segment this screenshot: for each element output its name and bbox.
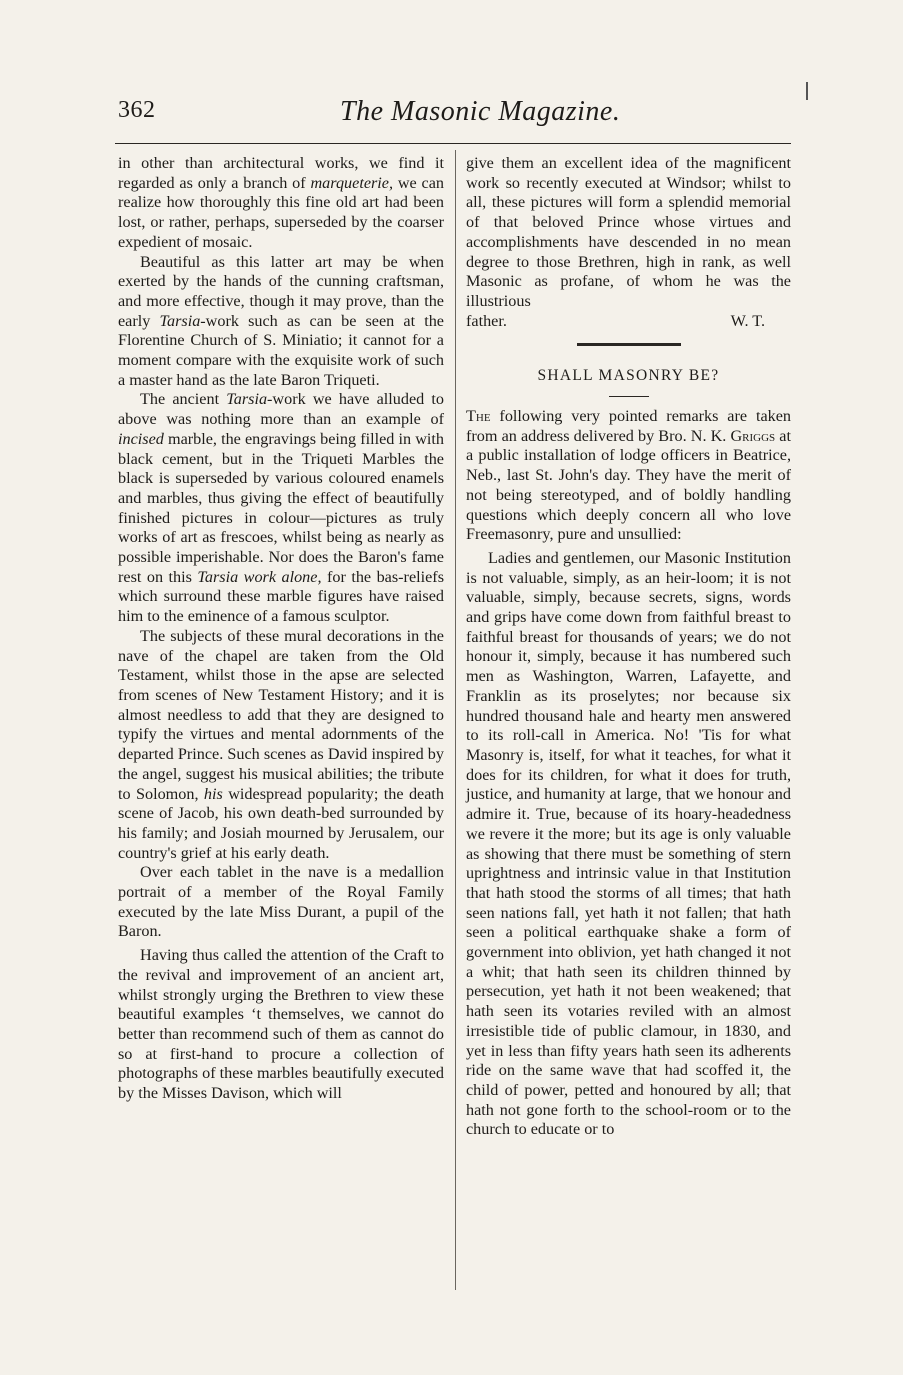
text-run: The ancient	[140, 390, 227, 409]
text-run: Beautiful as this latter art may be when exerted by the hands of the cunning craftsman, and more effective, though it may prove, than the early	[118, 252, 444, 330]
page-number: 362	[118, 97, 156, 123]
paragraph	[466, 407, 791, 545]
text-run: -work such as can be seen at the Florentine Church of S. Miniatio; it cannot for a moment compare with the exquisite work of such a master hand as the late Baron Triqueti.	[118, 311, 444, 389]
section-separator-rule	[577, 343, 681, 346]
text-run: -work we have alluded to above was nothing more than an example of	[118, 390, 445, 429]
title-underline-rule	[609, 396, 649, 397]
page-edge-mark	[806, 82, 808, 100]
text-run: in other than architectural works, we find it regarded as only a branch of	[118, 154, 444, 192]
text-run: widespread popularity; the death scene of Jacob, his own death-bed surrounded by his family; and Josiah mourned by Jerusalem, our country's grief at his early death.	[118, 784, 445, 862]
italic-text: marqueterie,	[310, 173, 394, 192]
paragraph	[118, 253, 444, 391]
text-run: marble, the engravings being filled in with black cement, but in the Triqueti Marbles the black is superseded by various coloured enamels and marbles, thus giving the effect of beautifully finished pictures in colour—pictures as truly works of art as frescoes, whilst being as nearly as possible imperishable. Nor does the Baron's fame rest on this	[118, 429, 444, 586]
text-run: following very pointed remarks are taken from an address delivered by Bro. N. K.	[466, 407, 791, 445]
right-column	[466, 154, 791, 1140]
left-column	[118, 154, 444, 1104]
paragraph: Ladies and gentlemen, our Masonic Institution is not valuable, simply, as an heir-loom; it is not valuable, simply, because secrets, signs, words and grips have come down from faithful breast to faithful breast for thousands of years; we do not honour it, simply, because it has numbered such men as Washington, Warren, Lafayette, and Franklin as its proselytes; nor because six hundred thousand hale and hearty men answered to its roll-call in America. No! 'Tis for what Masonry is, itself, for what it teaches, for what it does for its children, for what it does for truth, justice, and humanity at large, that we honour and admire it. True, because of its hoary-headedness we revere it the more; but its age is only valuable as showing that there must be something of stern uprightness and intrinsic value in that Institution that hath stood the storms of all times; that hath seen nations fall, yet hath it not fallen; that hath seen a political earthquake shake a form of government into oblivion, yet hath changed it not a whit; that hath seen its children thinned by persecution, yet hath it not been weakened; that hath seen its votaries reviled with an almost irresistible tide of public clamour, in 1830, and yet in less than fifty years hath seen its adherents ride on the same wave that had scoffed it, the child of power, petted and honoured by all; that hath not gone forth to the school-room or to the church to educate or to	[466, 548, 791, 1139]
running-head: The Masonic Magazine.	[340, 96, 621, 127]
paragraph: give them an excellent idea of the magnificent work so recently executed at Windsor; whilst to all, these pictures will form a splendid memorial of that beloved Prince whose virtues and accomplishments have descended in no mean degree to those Brethren, high in rank, as well Masonic as profane, of whom he was the illustrious	[466, 154, 791, 310]
lead-word: The	[466, 407, 491, 426]
text-run: The subjects of these mural decorations in the nave of the chapel are taken from the Old Testament, whilst those in the apse are selected from scenes of New Testament History; and it is almost needless to add that they are designed to typify the virtues and mental adornments of the departed Prince. Such scenes as David inspired by the angel, suggest his musical abilities; the tribute to Solomon,	[118, 626, 444, 803]
paragraph	[118, 390, 444, 626]
text-run: we can realize how thoroughly this fine old art had been lost, or rather, perhaps, superseded by the coarser expedient of mosaic.	[118, 173, 445, 251]
column-divider	[455, 150, 456, 1290]
closing-word: father.	[466, 311, 507, 330]
text-run: at a public installation of lodge officers in Beatrice, Neb., last St. John's day. They have the merit of not being stereotyped, and of boldly handling questions which deeply concern all who love Freemasonry, pure and unsullied:	[466, 426, 791, 544]
paragraph	[118, 627, 444, 863]
italic-text: Tarsia	[159, 311, 201, 330]
text-run: for the bas-reliefs which surround these marble figures have raised him to the eminence of a famous sculptor.	[118, 567, 444, 626]
italic-text: Tarsia work alone,	[197, 567, 322, 586]
speaker-name: Griggs	[730, 426, 776, 445]
paragraph	[118, 154, 444, 253]
signature-line	[466, 312, 791, 332]
italic-text: his	[203, 784, 223, 803]
author-signature: W. T.	[730, 311, 765, 330]
italic-text: incised	[118, 429, 164, 448]
paragraph: Over each tablet in the nave is a medallion portrait of a member of the Royal Family executed by the late Miss Durant, a pupil of the Baron.	[118, 863, 444, 941]
header-rule	[115, 143, 791, 144]
section-title: SHALL MASONRY BE?	[537, 367, 720, 385]
paragraph: Having thus called the attention of the Craft to the revival and improvement of an ancient art, whilst strongly urging the Brethren to view these beautiful examples ‘t themselves, we cannot do better than recommend such of them as cannot do so at first-hand to procure a collection of photographs of these marbles beautifully executed by the Misses Davison, which will	[118, 946, 444, 1103]
italic-text: Tarsia	[226, 390, 268, 409]
